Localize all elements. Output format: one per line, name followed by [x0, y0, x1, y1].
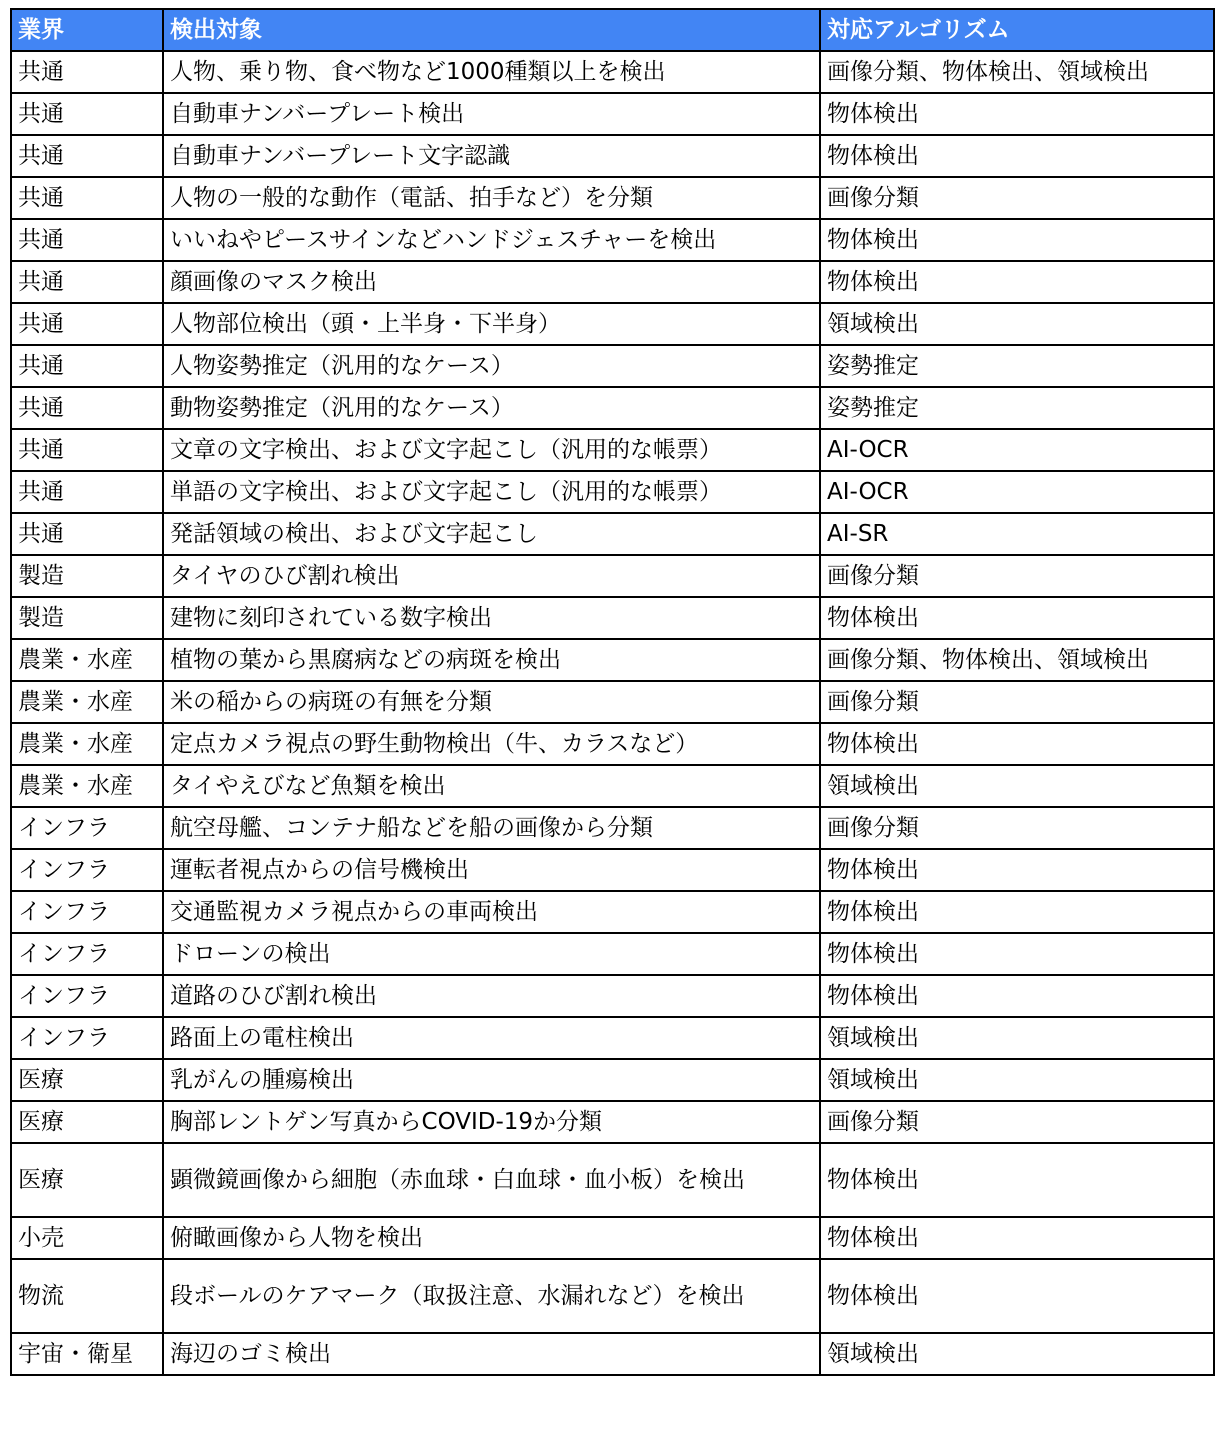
target-cell: 発話領域の検出、および文字起こし — [163, 513, 820, 555]
algorithm-cell: 物体検出 — [820, 93, 1214, 135]
target-cell: 人物の一般的な動作（電話、拍手など）を分類 — [163, 177, 820, 219]
target-cell: 胸部レントゲン写真からCOVID-19か分類 — [163, 1101, 820, 1143]
algorithm-cell: 画像分類 — [820, 177, 1214, 219]
industry-cell: 医療 — [11, 1101, 163, 1143]
table-row — [11, 765, 1214, 807]
target-cell: 自動車ナンバープレート文字認識 — [163, 135, 820, 177]
algorithm-cell: 物体検出 — [820, 891, 1214, 933]
algorithm-cell: 物体検出 — [820, 1143, 1214, 1217]
target-cell: 交通監視カメラ視点からの車両検出 — [163, 891, 820, 933]
target-cell: 人物姿勢推定（汎用的なケース） — [163, 345, 820, 387]
target-cell: 段ボールのケアマーク（取扱注意、水漏れなど）を検出 — [163, 1259, 820, 1333]
target-cell: 単語の文字検出、および文字起こし（汎用的な帳票） — [163, 471, 820, 513]
table-row — [11, 1059, 1214, 1101]
column-header-algorithm: 対応アルゴリズム — [820, 9, 1214, 51]
target-cell: 道路のひび割れ検出 — [163, 975, 820, 1017]
industry-cell: 製造 — [11, 597, 163, 639]
table-row — [11, 1217, 1214, 1259]
target-cell: 動物姿勢推定（汎用的なケース） — [163, 387, 820, 429]
target-cell: 定点カメラ視点の野生動物検出（牛、カラスなど） — [163, 723, 820, 765]
target-cell: 自動車ナンバープレート検出 — [163, 93, 820, 135]
industry-cell: 共通 — [11, 261, 163, 303]
algorithm-cell: 画像分類 — [820, 807, 1214, 849]
industry-cell: 共通 — [11, 303, 163, 345]
algorithm-cell: 領域検出 — [820, 1333, 1214, 1375]
industry-cell: 共通 — [11, 51, 163, 93]
algorithm-cell: 領域検出 — [820, 1017, 1214, 1059]
algorithm-cell: AI-OCR — [820, 429, 1214, 471]
algorithm-cell: 物体検出 — [820, 261, 1214, 303]
table-row — [11, 219, 1214, 261]
algorithm-cell: 領域検出 — [820, 303, 1214, 345]
industry-cell: インフラ — [11, 807, 163, 849]
algorithm-cell: AI-OCR — [820, 471, 1214, 513]
industry-cell: 共通 — [11, 135, 163, 177]
table-row — [11, 555, 1214, 597]
industry-cell: 共通 — [11, 513, 163, 555]
algorithm-cell: 物体検出 — [820, 849, 1214, 891]
column-header-target: 検出対象 — [163, 9, 820, 51]
industry-cell: 医療 — [11, 1059, 163, 1101]
industry-cell: 農業・水産 — [11, 765, 163, 807]
target-cell: ドローンの検出 — [163, 933, 820, 975]
algorithm-cell: 画像分類、物体検出、領域検出 — [820, 639, 1214, 681]
table-row — [11, 387, 1214, 429]
table-row — [11, 807, 1214, 849]
table-row — [11, 723, 1214, 765]
industry-cell: 物流 — [11, 1259, 163, 1333]
algorithm-cell: 物体検出 — [820, 1217, 1214, 1259]
algorithm-cell: 物体検出 — [820, 975, 1214, 1017]
target-cell: 人物、乗り物、食べ物など1000種類以上を検出 — [163, 51, 820, 93]
table-row — [11, 471, 1214, 513]
industry-cell: 共通 — [11, 177, 163, 219]
algorithm-cell: 物体検出 — [820, 933, 1214, 975]
table-row — [11, 1259, 1214, 1333]
table-row — [11, 891, 1214, 933]
industry-cell: インフラ — [11, 1017, 163, 1059]
target-cell: 乳がんの腫瘍検出 — [163, 1059, 820, 1101]
table-row — [11, 261, 1214, 303]
table-row — [11, 849, 1214, 891]
table-row — [11, 177, 1214, 219]
target-cell: 航空母艦、コンテナ船などを船の画像から分類 — [163, 807, 820, 849]
industry-cell: インフラ — [11, 975, 163, 1017]
industry-cell: 共通 — [11, 219, 163, 261]
algorithm-cell: AI-SR — [820, 513, 1214, 555]
target-cell: 米の稲からの病斑の有無を分類 — [163, 681, 820, 723]
target-cell: タイヤのひび割れ検出 — [163, 555, 820, 597]
target-cell: いいねやピースサインなどハンドジェスチャーを検出 — [163, 219, 820, 261]
industry-cell: 医療 — [11, 1143, 163, 1217]
algorithm-cell: 姿勢推定 — [820, 387, 1214, 429]
table-row — [11, 681, 1214, 723]
table-row — [11, 597, 1214, 639]
target-cell: 人物部位検出（頭・上半身・下半身） — [163, 303, 820, 345]
algorithm-cell: 領域検出 — [820, 765, 1214, 807]
industry-cell: 農業・水産 — [11, 639, 163, 681]
algorithm-cell: 物体検出 — [820, 1259, 1214, 1333]
table-row — [11, 639, 1214, 681]
algorithm-cell: 物体検出 — [820, 597, 1214, 639]
table-row — [11, 51, 1214, 93]
industry-cell: インフラ — [11, 933, 163, 975]
target-cell: 建物に刻印されている数字検出 — [163, 597, 820, 639]
industry-cell: 製造 — [11, 555, 163, 597]
target-cell: タイやえびなど魚類を検出 — [163, 765, 820, 807]
algorithm-cell: 画像分類 — [820, 555, 1214, 597]
target-cell: 運転者視点からの信号機検出 — [163, 849, 820, 891]
target-cell: 顕微鏡画像から細胞（赤血球・白血球・血小板）を検出 — [163, 1143, 820, 1217]
table-row — [11, 1101, 1214, 1143]
algorithm-cell: 画像分類 — [820, 681, 1214, 723]
industry-cell: 共通 — [11, 93, 163, 135]
table-row — [11, 933, 1214, 975]
algorithm-cell: 物体検出 — [820, 219, 1214, 261]
target-cell: 顔画像のマスク検出 — [163, 261, 820, 303]
target-cell: 植物の葉から黒腐病などの病斑を検出 — [163, 639, 820, 681]
industry-cell: 小売 — [11, 1217, 163, 1259]
table-row — [11, 1017, 1214, 1059]
algorithm-cell: 画像分類、物体検出、領域検出 — [820, 51, 1214, 93]
target-cell: 海辺のゴミ検出 — [163, 1333, 820, 1375]
table-row — [11, 345, 1214, 387]
table-row — [11, 135, 1214, 177]
algorithm-cell: 領域検出 — [820, 1059, 1214, 1101]
table-row — [11, 513, 1214, 555]
algorithm-cell: 物体検出 — [820, 723, 1214, 765]
algorithm-cell: 物体検出 — [820, 135, 1214, 177]
industry-cell: 農業・水産 — [11, 723, 163, 765]
industry-cell: 共通 — [11, 345, 163, 387]
table-row — [11, 303, 1214, 345]
industry-cell: 共通 — [11, 471, 163, 513]
target-cell: 俯瞰画像から人物を検出 — [163, 1217, 820, 1259]
target-cell: 文章の文字検出、および文字起こし（汎用的な帳票） — [163, 429, 820, 471]
industry-cell: 共通 — [11, 429, 163, 471]
detection-algorithm-table — [10, 8, 1215, 1376]
industry-cell: インフラ — [11, 849, 163, 891]
algorithm-cell: 姿勢推定 — [820, 345, 1214, 387]
industry-cell: 共通 — [11, 387, 163, 429]
target-cell: 路面上の電柱検出 — [163, 1017, 820, 1059]
industry-cell: 宇宙・衛星 — [11, 1333, 163, 1375]
algorithm-cell: 画像分類 — [820, 1101, 1214, 1143]
table-header-row — [11, 9, 1214, 51]
industry-cell: 農業・水産 — [11, 681, 163, 723]
industry-cell: インフラ — [11, 891, 163, 933]
table-row — [11, 93, 1214, 135]
table-row — [11, 1143, 1214, 1217]
table-row — [11, 1333, 1214, 1375]
table-row — [11, 975, 1214, 1017]
table-row — [11, 429, 1214, 471]
column-header-industry: 業界 — [11, 9, 163, 51]
